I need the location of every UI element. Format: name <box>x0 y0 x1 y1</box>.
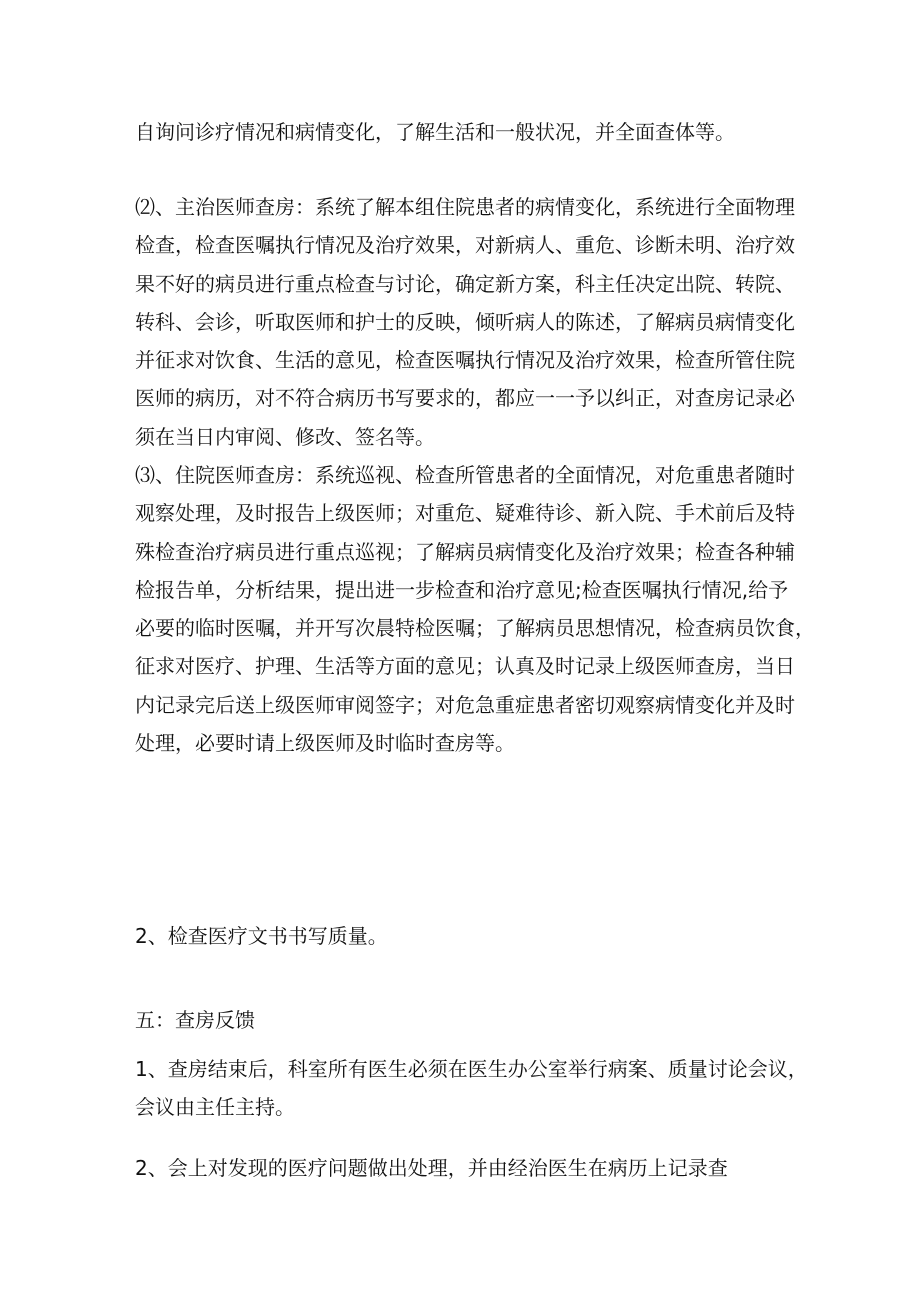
paragraph-continuation <box>135 113 795 151</box>
text-line: 2、会上对发现的医疗问题做出处理，并由经治医生在病历上记录查 <box>135 1156 728 1180</box>
text-line: 果不好的病员进行重点检查与讨论，确定新方案，科主任决定出院、转院、 <box>135 271 795 296</box>
text-line: ⑶、住院医师查房：系统巡视、检查所管患者的全面情况，对危重患者随时 <box>135 463 795 487</box>
paragraph-resident-rounds <box>135 456 815 762</box>
text-line: 观察处理，及时报告上级医师；对重危、疑难待诊、新入院、手术前后及特 <box>135 501 795 526</box>
text-line: 处理，必要时请上级医师及时临时查房等。 <box>135 731 515 756</box>
paragraph-document-quality <box>135 917 795 955</box>
text-line: 转科、会诊，听取医师和护士的反映，倾听病人的陈述，了解病员病情变化 <box>135 309 795 334</box>
text-line: 检查，检查医嘱执行情况及治疗效果，对新病人、重危、诊断未明、治疗效 <box>135 233 795 258</box>
section-heading-feedback <box>135 1001 795 1039</box>
paragraph-attending-rounds <box>135 188 795 456</box>
paragraph-feedback-2 <box>135 1149 795 1187</box>
section-heading: 五：查房反馈 <box>135 1008 255 1032</box>
text-line: 并征求对饮食、生活的意见，检查医嘱执行情况及治疗效果，检查所管住院 <box>135 348 795 373</box>
text-line: 殊检查治疗病员进行重点巡视；了解病员病情变化及治疗效果；检查各种辅 <box>135 539 795 564</box>
text-line: 1、查房结束后，科室所有医生必须在医生办公室举行病案、质量讨论会议， <box>135 1057 808 1081</box>
text-line: 自询问诊疗情况和病情变化，了解生活和一般状况，并全面查体等。 <box>135 120 735 144</box>
text-line: 2、检查医疗文书书写质量。 <box>135 924 388 948</box>
text-line: 必要的临时医嘱，并开写次晨特检医嘱；了解病员思想情况，检查病员饮食， <box>135 616 815 641</box>
paragraph-feedback-1 <box>135 1050 808 1127</box>
text-line: 医师的病历，对不符合病历书写要求的，都应一一予以纠正，对查房记录必 <box>135 386 795 411</box>
text-line: 征求对医疗、护理、生活等方面的意见；认真及时记录上级医师查房，当日 <box>135 654 795 679</box>
text-line: 会议由主任主持。 <box>135 1095 295 1120</box>
text-line: 内记录完后送上级医师审阅签字；对危急重症患者密切观察病情变化并及时 <box>135 692 795 717</box>
text-line: ⑵、主治医师查房：系统了解本组住院患者的病情变化，系统进行全面物理 <box>135 195 795 219</box>
text-line: 须在当日内审阅、修改、签名等。 <box>135 424 435 449</box>
text-line: 检报告单，分析结果，提出进一步检查和治疗意见;检查医嘱执行情况,给予 <box>135 577 789 602</box>
